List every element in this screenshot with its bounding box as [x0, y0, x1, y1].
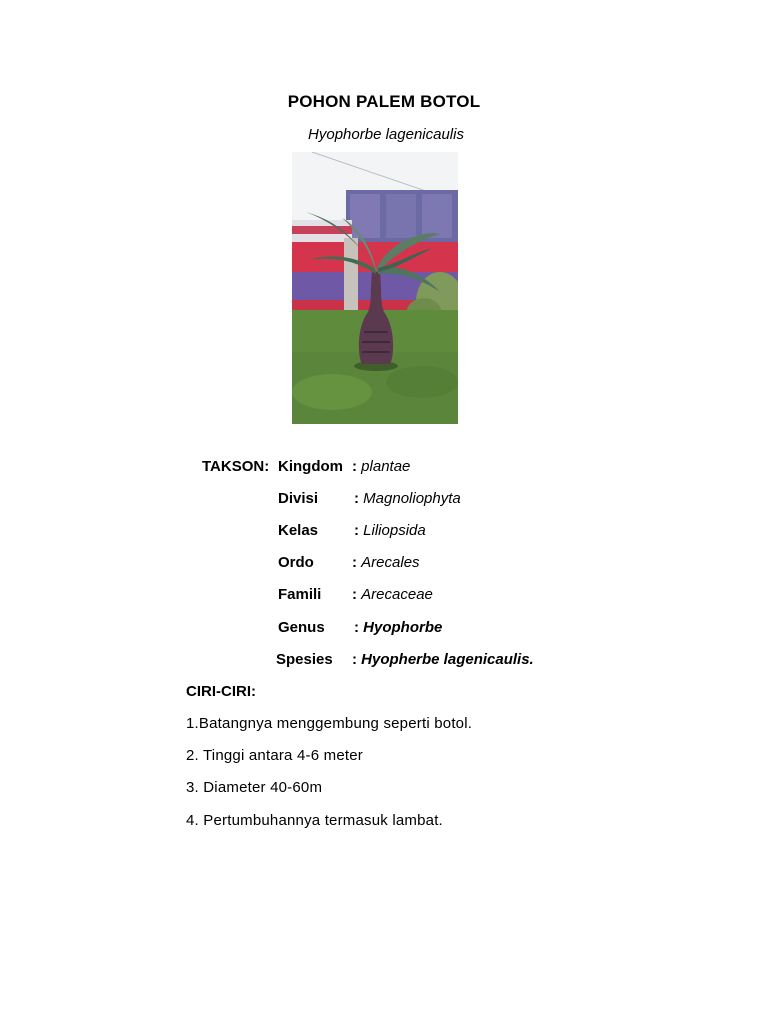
taxon-rank: Kingdom — [278, 458, 343, 475]
taxon-value-spesies: : Hyopherbe lagenicaulis. — [352, 651, 534, 668]
taxon-row-famili — [278, 586, 321, 603]
list-item: 1.Batangnya menggembung seperti botol. — [186, 715, 473, 732]
list-item: 2. Tinggi antara 4-6 meter — [186, 747, 363, 764]
taxon-row-genus — [278, 619, 325, 636]
taxon-rank: Genus — [278, 619, 325, 636]
taxon-value-genus: : Hyophorbe — [354, 619, 443, 636]
taxon-row-ordo — [278, 554, 314, 571]
taxon-rank: Ordo — [278, 554, 314, 571]
taxon-rank: Famili — [278, 586, 322, 603]
bottle-palm-photo — [292, 152, 458, 424]
characteristics-heading: CIRI-CIRI: — [186, 683, 256, 700]
taxon-row-kingdom — [278, 458, 343, 475]
taxon-value-kingdom: : plantae — [352, 458, 411, 475]
taxon-row-divisi — [278, 490, 318, 507]
list-item: 4. Pertumbuhannya termasuk lambat. — [186, 812, 443, 829]
taxon-rank: Spesies — [276, 651, 333, 668]
taxon-value-famili: : Arecaceae — [352, 586, 433, 603]
taxon-row-spesies — [276, 651, 333, 668]
document-title: POHON PALEM BOTOL — [287, 92, 481, 111]
scientific-name: Hyophorbe lagenicaulis — [308, 126, 464, 143]
taxon-value-kelas: : Liliopsida — [354, 522, 426, 539]
taxon-value-divisi: : Magnoliophyta — [354, 490, 461, 507]
taxon-heading: TAKSON: — [202, 458, 270, 475]
taxon-rank: Divisi — [278, 490, 319, 507]
list-item: 3. Diameter 40-60m — [186, 779, 323, 796]
taxon-rank: Kelas — [278, 522, 319, 539]
taxon-row-kelas — [278, 522, 318, 539]
taxon-value-ordo: : Arecales — [352, 554, 420, 571]
